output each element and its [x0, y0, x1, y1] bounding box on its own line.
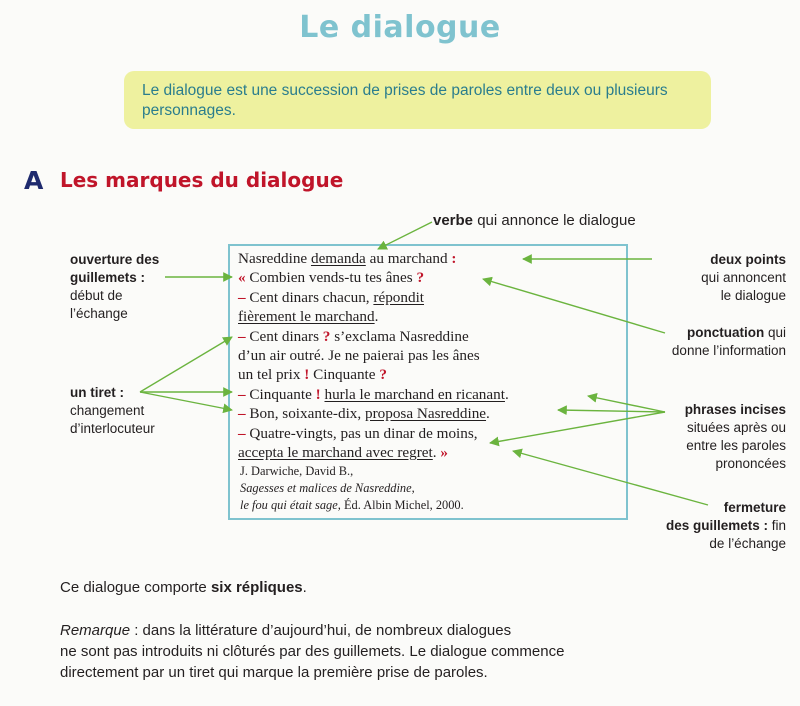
excerpt-line: accepta le marchand avec regret. » [238, 444, 448, 462]
excerpt-line: – Cent dinars ? s’exclama Nasreddine [238, 327, 469, 345]
excerpt-line: un tel prix ! Cinquante ? [238, 366, 387, 384]
arrow-tiret-3 [140, 392, 232, 410]
excerpt-line: fièrement le marchand. [238, 308, 379, 326]
annotation-verbe: verbe qui annonce le dialogue [433, 212, 636, 229]
arrow-ponctuation [483, 279, 665, 333]
arrow-fermeture [513, 451, 708, 505]
arrow-tiret-1 [140, 337, 232, 392]
annotation-deux-points: deux points qui annoncent le dialogue [701, 252, 786, 303]
annotation-incises: phrases incises situées après ou entre les paroles prononcées [684, 402, 786, 471]
arrow-verbe [378, 222, 432, 249]
arrow-incise-2 [558, 410, 665, 412]
remark-text: Remarque : dans la littérature d’aujourd’hui, de nombreux dialogues ne sont pas introduits ni clôturés par des guillemets. Le dialogue commence directement par un tiret qui marque la première prise de paroles. [60, 622, 565, 681]
excerpt-line: « Combien vends-tu tes ânes ? [238, 269, 425, 287]
definition-text: Le dialogue est une succession de prises de paroles entre deux ou plusieurs personnages. [142, 82, 668, 119]
excerpt-line: – Cent dinars chacun, répondit [238, 288, 425, 306]
arrow-incise-1 [588, 396, 665, 412]
annotation-tiret: un tiret : changement d’interlocuteur [70, 385, 155, 436]
section-title: Les marques du dialogue [60, 168, 344, 192]
excerpt-line: – Cinquante ! hurla le marchand en ricanant. [238, 385, 509, 403]
excerpt-line: d’un air outré. Je ne paierai pas les ânes [238, 347, 480, 365]
annotation-fermeture: fermeture des guillemets : fin de l’échange [665, 500, 786, 551]
annotation-ponctuation: ponctuation qui donne l’information [671, 325, 786, 358]
section-letter: A [24, 166, 44, 195]
annotation-ouverture: ouverture des guillemets : début de l’échange [70, 252, 160, 321]
source-citation: J. Darwiche, David B., Sagesses et malices de Nasreddine, le fou qui était sage, Éd. Albin Michel, 2000. [240, 464, 464, 512]
page-title: Le dialogue [299, 10, 501, 45]
conclusion-text: Ce dialogue comporte six répliques. [60, 579, 307, 596]
excerpt-line: – Bon, soixante-dix, proposa Nasreddine. [238, 405, 490, 423]
excerpt-line: – Quatre-vingts, pas un dinar de moins, [238, 424, 478, 442]
excerpt-line: Nasreddine demanda au marchand : [238, 250, 457, 267]
arrow-incise-3 [490, 412, 665, 443]
